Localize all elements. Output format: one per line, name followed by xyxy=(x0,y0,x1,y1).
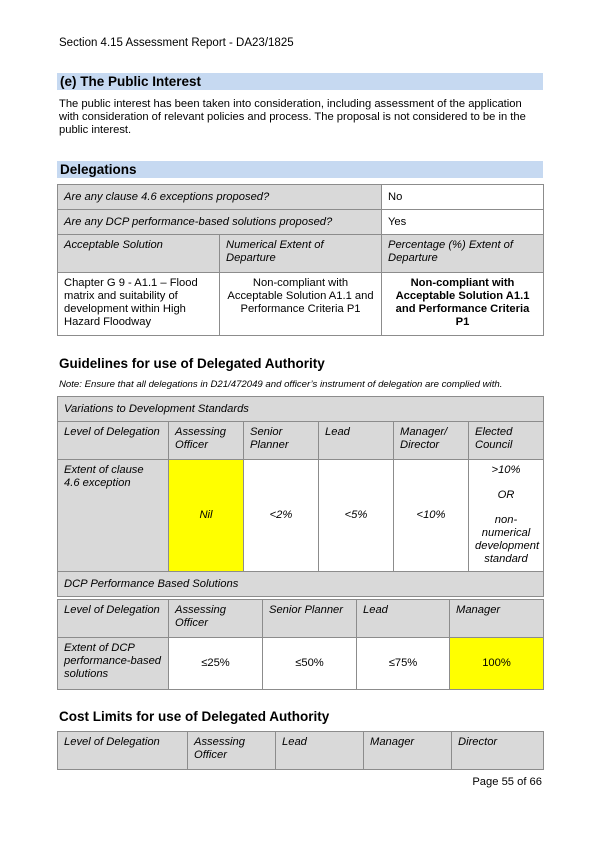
clause-value-assessing: Nil xyxy=(169,460,244,572)
clause-value-manager: <10% xyxy=(394,460,469,572)
clause-question: Are any clause 4.6 exceptions proposed? xyxy=(58,185,382,210)
variations-table xyxy=(57,396,544,597)
percentage-cell: Non-compliant with Acceptable Solution A1.1 and Performance Criteria P1 xyxy=(382,273,544,336)
col-header-percentage: Percentage (%) Extent of Departure xyxy=(382,235,544,273)
council-value-line2: OR xyxy=(497,489,515,501)
council-value-line3: non-numerical development standard xyxy=(475,514,540,565)
dcp-extent-label: Extent of DCP performance-based solutions xyxy=(58,638,169,690)
page-number: Page 55 of 66 xyxy=(472,776,542,788)
clause-value-council xyxy=(469,460,544,572)
col-header-extent: Numerical Extent of Departure xyxy=(220,235,382,273)
var-level-council: Elected Council xyxy=(469,422,544,460)
variations-title: Variations to Development Standards xyxy=(58,397,544,422)
solution-cell: Chapter G 9 - A1.1 – Flood matrix and suitability of development within High Hazard Floodway xyxy=(58,273,220,336)
council-value-line1: >10% xyxy=(491,464,521,476)
guidelines-heading: Guidelines for use of Delegated Authority xyxy=(59,356,325,371)
cost-level-label: Level of Delegation xyxy=(58,732,188,770)
public-interest-heading: (e) The Public Interest xyxy=(57,73,543,90)
dcp-solutions-title: DCP Performance Based Solutions xyxy=(58,572,544,597)
cost-level-manager: Manager xyxy=(364,732,452,770)
dcp-value-lead: ≤75% xyxy=(357,638,450,690)
dcp-level-manager: Manager xyxy=(450,600,544,638)
var-level-senior: Senior Planner xyxy=(244,422,319,460)
guidelines-note: Note: Ensure that all delegations in D21/472049 and officer’s instrument of delegation are complied with. xyxy=(59,379,503,390)
col-header-solution: Acceptable Solution xyxy=(58,235,220,273)
dcp-level-label: Level of Delegation xyxy=(58,600,169,638)
dcp-level-senior: Senior Planner xyxy=(263,600,357,638)
cost-level-assessing: Assessing Officer xyxy=(188,732,276,770)
clause-extent-label: Extent of clause 4.6 exception xyxy=(58,460,169,572)
cost-limits-heading: Cost Limits for use of Delegated Authority xyxy=(59,709,330,724)
dcp-answer: Yes xyxy=(382,210,544,235)
dcp-question: Are any DCP performance-based solutions proposed? xyxy=(58,210,382,235)
var-level-label: Level of Delegation xyxy=(58,422,169,460)
var-level-manager: Manager/ Director xyxy=(394,422,469,460)
cost-level-lead: Lead xyxy=(276,732,364,770)
cost-level-director: Director xyxy=(452,732,544,770)
var-level-lead: Lead xyxy=(319,422,394,460)
dcp-level-assessing: Assessing Officer xyxy=(169,600,263,638)
delegations-table xyxy=(57,184,544,336)
dcp-value-assessing: ≤25% xyxy=(169,638,263,690)
clause-value-lead: <5% xyxy=(319,460,394,572)
dcp-value-senior: ≤50% xyxy=(263,638,357,690)
extent-cell: Non-compliant with Acceptable Solution A1.1 and Performance Criteria P1 xyxy=(220,273,382,336)
dcp-table xyxy=(57,599,544,690)
dcp-value-manager: 100% xyxy=(450,638,544,690)
cost-limits-table xyxy=(57,731,544,770)
report-header: Section 4.15 Assessment Report - DA23/1825 xyxy=(59,37,294,49)
dcp-level-lead: Lead xyxy=(357,600,450,638)
clause-answer: No xyxy=(382,185,544,210)
delegations-heading: Delegations xyxy=(57,161,543,178)
var-level-assessing: Assessing Officer xyxy=(169,422,244,460)
clause-value-senior: <2% xyxy=(244,460,319,572)
public-interest-body: The public interest has been taken into consideration, including assessment of the application with consideration of relevant policies and process. The proposal is not considered to be in the public interest. xyxy=(59,98,526,136)
